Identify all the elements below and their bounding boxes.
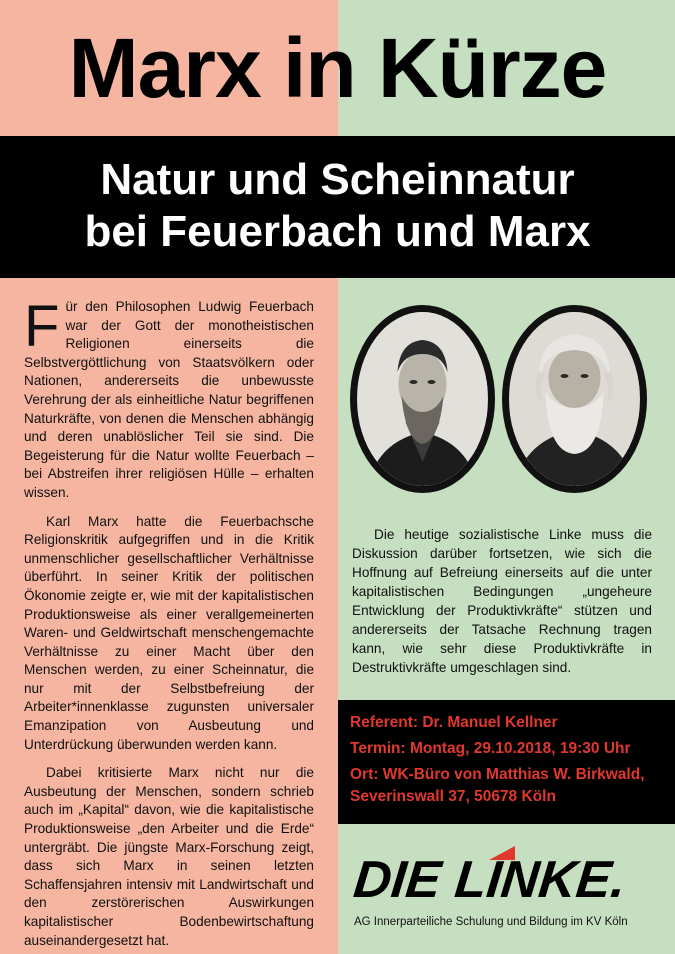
portraits bbox=[350, 305, 660, 505]
subtitle-band bbox=[0, 136, 675, 278]
subtitle-line-1: Natur und Scheinnatur bbox=[100, 155, 575, 204]
subtitle-line-2: bei Feuerbach und Marx bbox=[84, 207, 591, 256]
paragraph-1 bbox=[24, 294, 314, 503]
feuerbach-portrait-image bbox=[357, 312, 488, 486]
die-linke-logo: DIE LINKE. bbox=[350, 851, 629, 909]
event-referent: Referent: Dr. Manuel Kellner bbox=[350, 714, 558, 731]
portrait-marx bbox=[502, 305, 647, 493]
marx-portrait-image bbox=[509, 312, 640, 486]
event-ort-line-2: Severinswall 37, 50678 Köln bbox=[350, 788, 556, 805]
logo-subtitle: AG Innerparteiliche Schulung und Bildung im KV Köln bbox=[354, 916, 628, 928]
portrait-feuerbach bbox=[350, 305, 495, 493]
page-title: Marx in Kürze bbox=[68, 21, 607, 115]
logo-flag-icon bbox=[489, 846, 515, 860]
dropcap: F bbox=[24, 294, 60, 359]
event-ort-line-1: Ort: WK-Büro von Matthias W. Birkwald, bbox=[350, 766, 645, 783]
event-info-box bbox=[338, 700, 675, 824]
paragraph-2: Karl Marx hatte die Feuerbachsche Religionskritik aufgegriffen und in die Kritik unmenschlicher gesellschaftlicher Verhältnisse überführt. In seiner Kritik der politischen Ökonomie zeigte er, wie mit der kapitalistischen Produktionsweise als einer verallgemeinerten Waren- und Geldwirtschaft menschengemachte Verhältnisse zu einer Macht über den Menschen werden, zu einer Scheinnatur, die nur mit der Selbstbefreiung der Arbeiter*innenklasse zugunsten universaler Emanzipation von Ausbeutung und Unterdrückung überwunden werden kann. bbox=[24, 513, 314, 752]
event-termin: Termin: Montag, 29.10.2018, 19:30 Uhr bbox=[350, 740, 631, 757]
right-column-text: Die heutige sozialistische Linke muss die Diskussion darüber fortsetzen, wie sich die Hoffnung auf Befreiung einerseits auf die unter kapitalistischen Bedingungen „ungeheure Entwicklung der Produktivkräfte“ stützen und andererseits der Tatsache Rechnung tragen kann, wie sehr diese Produktivkräfte in Destruktivkräfte umgeschlagen sind. bbox=[352, 527, 652, 675]
paragraph-1-text: ür den Philosophen Ludwig Feuerbach war der Gott der monotheistischen Religionen einerseits die Selbstvergöttlichung von Staatsvölkern oder Nationen, andererseits die unbewusste Verehrung der als einheitliche Natur begriffenen Naturkräfte, von denen die Menschen abhängig und deren unablöslicher Teil sie sind. Die Begeisterung für die Natur wollte Feuerbach – bei Abstreifen ihrer religiösen Hülle – erhalten wissen. bbox=[24, 299, 314, 500]
paragraph-3: Dabei kritisierte Marx nicht nur die Ausbeutung der Menschen, sondern schrieb auch im „Kapital“ davon, wie die kapitalistische Produktionsweise „den Arbeiter und die Erde“ untergräbt. Die jüngste Marx-Forschung zeigt, dass sich Marx in seinen letzten Schaffensjahren intensiv mit Landwirtschaft und den zerstörerischen Auswirkungen kapitalistischer Bodenbewirtschaftung auseinandergesetzt hat. bbox=[24, 765, 314, 948]
left-column-text bbox=[24, 294, 314, 954]
